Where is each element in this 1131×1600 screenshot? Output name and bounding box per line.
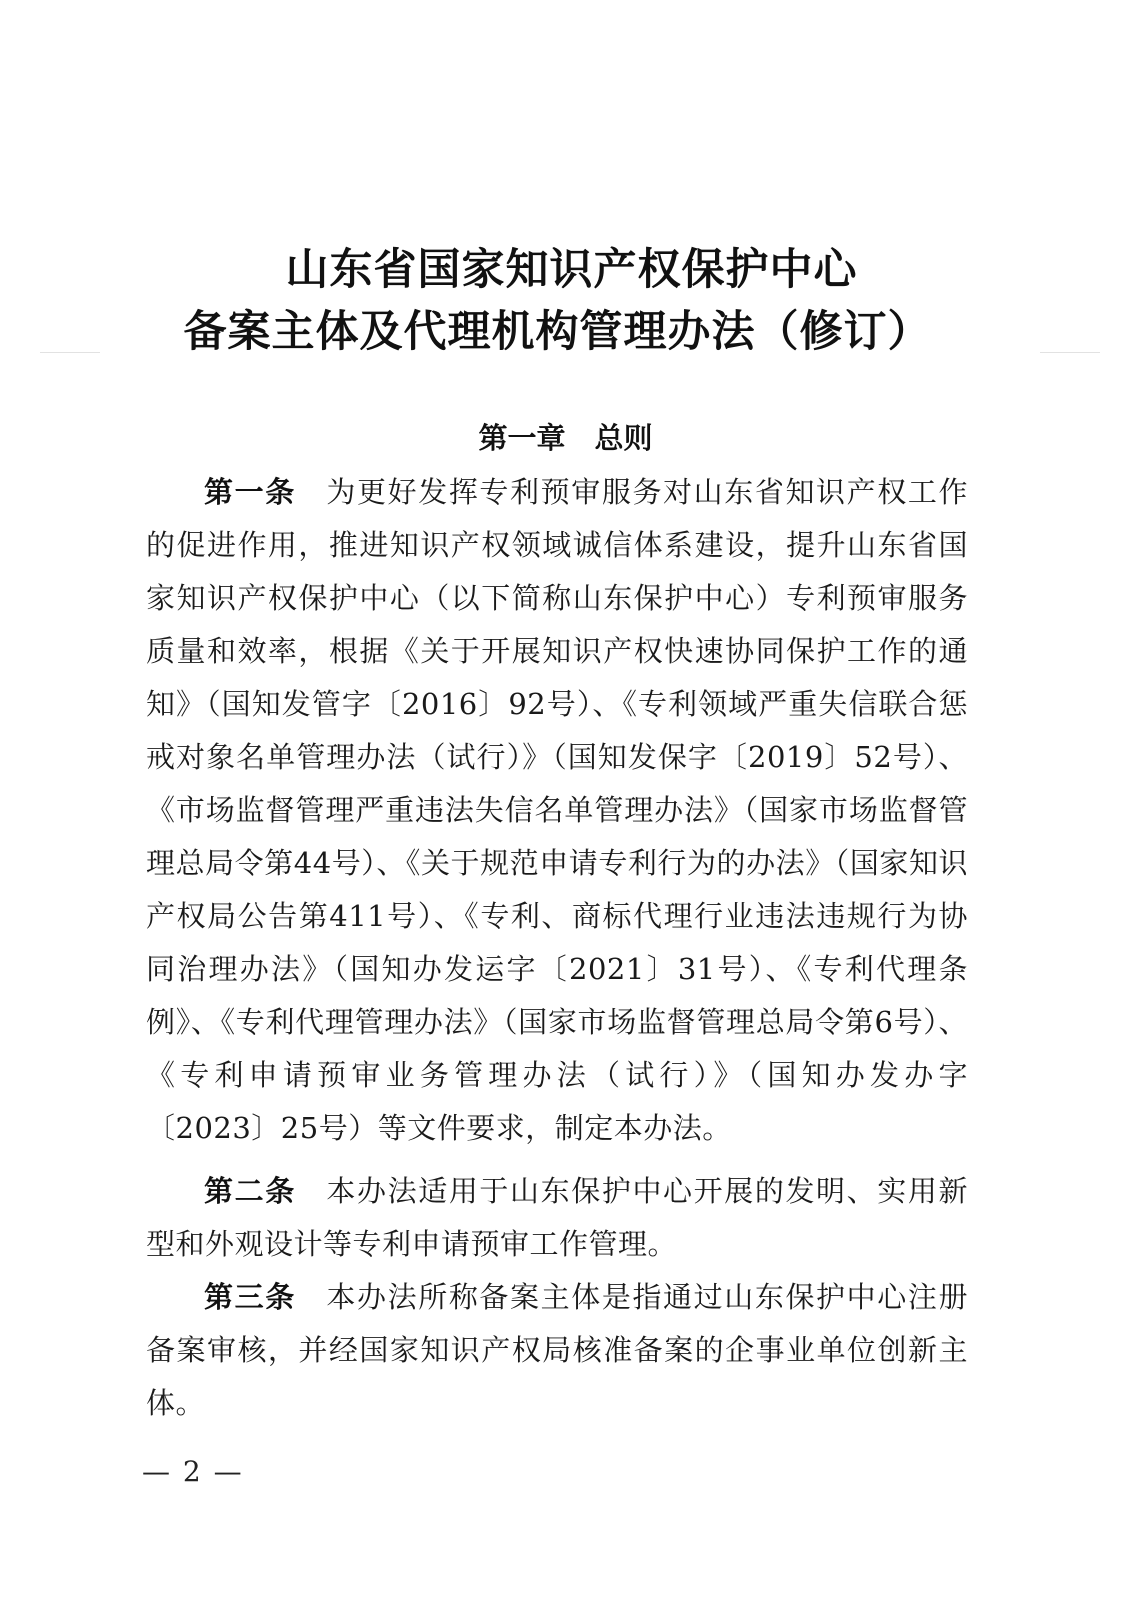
- article-2: [146, 1165, 968, 1271]
- article-3-label: 第三条: [204, 1280, 296, 1314]
- article-1-text: 为更好发挥专利预审服务对山东省知识产权工作的促进作用，推进知识产权领域诚信体系建设，提升山东省国家知识产权保护中心（以下简称山东保护中心）专利预审服务质量和效率，根据《关于开展知识产权快速协同保护工作的通知》（国知发管字〔2016〕92号）、《专利领域严重失信联合惩戒对象名单管理办法（试行）》（国知发保字〔2019〕52号）、《市场监督管理严重违法失信名单管理办法》（国家市场监督管理总局令第44号）、《关于规范申请专利行为的办法》（国家知识产权局公告第411号）、《专利、商标代理行业违法违规行为协同治理办法》（国知办发运字〔2021〕31号）、《专利代理条例》、《专利代理管理办法》（国家市场监督管理总局令第6号）、《专利申请预审业务管理办法（试行）》（国知办发办字〔2023〕25号）等文件要求，制定本办法。: [146, 475, 968, 1145]
- chapter-heading: 第一章 总则: [478, 421, 653, 455]
- article-2-text: 本办法适用于山东保护中心开展的发明、实用新型和外观设计等专利申请预审工作管理。: [146, 1174, 968, 1261]
- article-3-text: 本办法所称备案主体是指通过山东保护中心注册备案审核，并经国家知识产权局核准备案的企事业单位创新主体。: [146, 1280, 968, 1420]
- page-number: — 2 —: [142, 1455, 244, 1488]
- article-3: [146, 1271, 968, 1430]
- article-1-label: 第一条: [204, 475, 296, 509]
- document-title-line-2: 备案主体及代理机构管理办法（修订）: [183, 307, 932, 357]
- document-title-line-1: 山东省国家知识产权保护中心: [285, 245, 858, 295]
- article-1: [146, 466, 968, 1155]
- article-2-label: 第二条: [204, 1174, 296, 1208]
